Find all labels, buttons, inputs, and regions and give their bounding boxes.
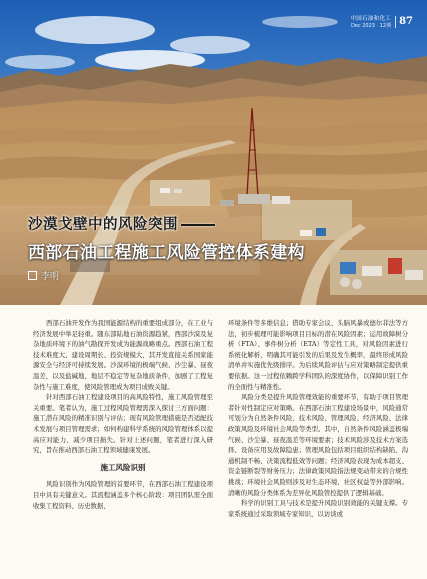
article-title-line1 <box>28 213 305 234</box>
paragraph: 西部石油开发作为我国能源结构的重要组成部分，在工业与经济发展中举足轻重。随东部陆地石油资源趋紧，西部沙漠及复杂地质环境下的油气勘探开发成为能源战略重点。西部石油工程技术难度大、建设周期长、投资规模大，其开发直接关系国家能源安全与经济可持续发展。沙漠环境的极端气候、沙尘暴、昼夜温差，以及盐碱地、地层不稳定等复杂地质条件，加剧了工程复杂性与施工难度，使风险管理成为项目成败关键。 <box>33 319 213 391</box>
article-title-line2: 西部石油工程施工风险管控体系建构 <box>28 243 305 263</box>
paragraph: 风险识别作为风险管理的首要环节，在西部石油工程建设项目中具有关键意义。其流程涵盖多个核心阶段：项目团队需全面收集工程资料、历史数据、 <box>33 480 213 510</box>
title-line1-text: 沙漠戈壁中的风险突围 <box>28 216 178 233</box>
magazine-header <box>350 16 413 35</box>
title-dash <box>181 224 215 226</box>
body-column-right <box>228 318 408 519</box>
section-heading: 施工风险识别 <box>100 462 146 472</box>
paragraph: 风险分类是提升风险管理效能的重要环节，有助于项目管理者针对性制定应对策略。在西部石油工程建设场景中，风险通常可划分为自然条件风险、技术风险、管理风险、经济风险、法律政策风险及环境社会风险等类型。其中，自然条件风险涵盖极端气候、沙尘暴、昼夜温差等环境要素；技术风险涉及技术方案选择、设备应用及故障隐患；管理风险包括项目组织结构缺陷、沟通机制不畅、决策流程低效等问题；经济风险表现为成本超支、资金链断裂等财务压力；法律政策风险指法规变动带来的合规性挑战；环境社会风险则涉及对生态环境、社区权益等外部影响。清晰的风险分类体系为差异化风险管控提供了逻辑基础。 <box>228 393 408 497</box>
magazine-issue: Dec 2023 · 12期 <box>350 23 392 29</box>
body-column-left <box>33 318 213 511</box>
paragraph: 针对西部石油工程建设项目的高风险特性，施工风险管理至关重要。笔者认为，施工过程风险管理需深入探讨三方面问题：施工潜在风险的精准识别与评估；现有风险管理措施是否适配技术发展与项目管理需求；如何构建科学系统的风险管理体系以提高应对能力、减少项目损失。针对上述问题，笔者进行深入研究，旨在推动西部石油工程领域健康发展。 <box>33 393 213 455</box>
author-name: 李明 <box>41 272 60 282</box>
author-marker-icon <box>28 271 37 280</box>
paragraph: 环境条件等多维信息；借助专家会议、头脑风暴或德尔菲法等方法，初步梳理可能影响项目目标的潜在风险因素；运用故障树分析（FTA）、事件树分析（ETA）等定性工具，对风险因素进行系统化解析，明确其可能引发的后果及发生概率，最终形成风险清单并实施优先级排序。为后续风险评估与应对策略制定提供重要依据。这一过程依赖跨学科团队的深度协作，以保障识别工作的全面性与精准性。 <box>228 319 408 391</box>
magazine-name: 中国石油和化工 <box>350 16 392 22</box>
paragraph: 科学的识别工具与技术是提升风险识别效能的关键支撑。专家系统通过采取领域专家知识，以访谈或 <box>228 499 408 518</box>
article-title-block <box>28 213 305 263</box>
page-number: 87 <box>395 16 413 28</box>
author-byline <box>28 269 59 282</box>
